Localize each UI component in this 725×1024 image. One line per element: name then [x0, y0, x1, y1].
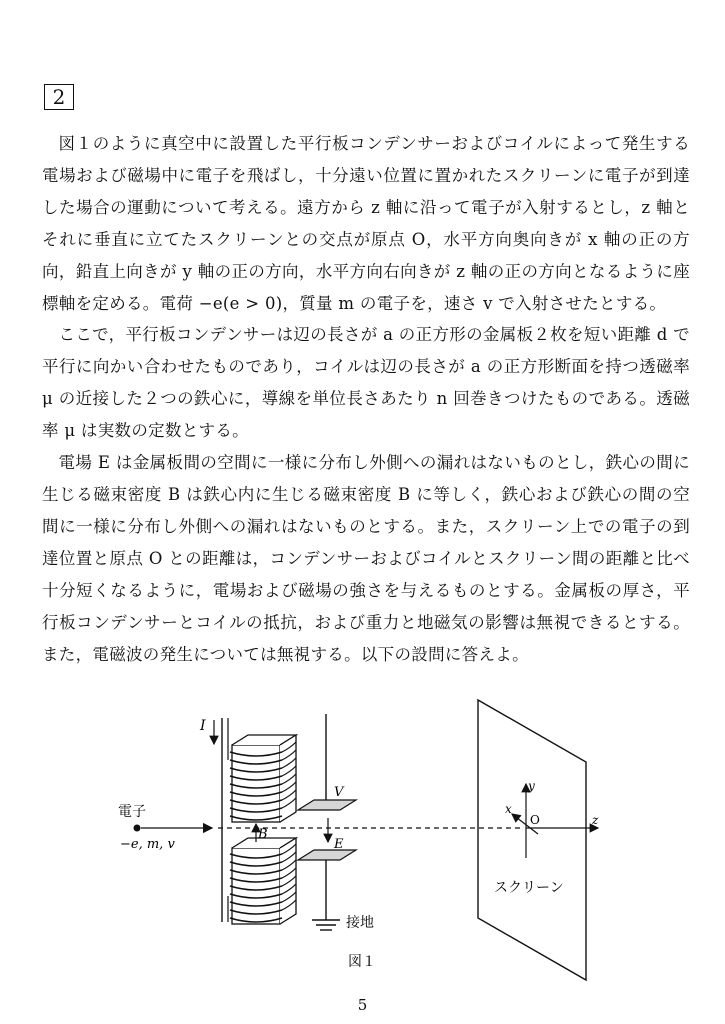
ground-label: 接地	[346, 915, 374, 931]
magnetic-field-label: B	[258, 827, 268, 842]
page-number: 5	[357, 996, 368, 1014]
question-number: 2	[52, 85, 66, 109]
figure-1	[0, 690, 725, 990]
question-number-box	[44, 84, 74, 110]
upper-coil	[230, 735, 296, 822]
screen	[478, 700, 586, 980]
paragraph-1: 図１のように真空中に設置した平行板コンデンサーおよびコイルによって発生する電場および磁場中に電子を飛ばし，十分遠い位置に置かれたスクリーンに電子が到達した場合の運動について考える。遠方から z 軸に沿って電子が入射するとし，z 軸とそれに垂直に立てたスクリーンとの交点が原点 O，水平方向奥向きが x 軸の正の方向，鉛直上向きが y 軸の正の方向，水平方向右向きが z 軸の正の方向となるように座標軸を定める。電荷 −e(e > 0)，質量 m の電子を，速さ v で入射させたとする。	[42, 134, 690, 313]
paragraph-2: ここで，平行板コンデンサーは辺の長さが a の正方形の金属板２枚を短い距離 d で平行に向かい合わせたものであり，コイルは辺の長さが a の正方形断面を持つ透磁率 μ の近接した２つの鉄心に，導線を単位長さあたり n 回巻きつけたものである。透磁率 μ は実数の定数とする。	[42, 325, 690, 441]
upper-plate	[298, 800, 356, 810]
x-axis-label: x	[505, 802, 512, 816]
electric-field-label: E	[334, 837, 344, 852]
electron-label: 電子	[118, 804, 146, 820]
paragraph-3: 電場 E は金属板間の空間に一様に分布し外側への漏れはないものとし，鉄心の間に生じる磁束密度 B は鉄心内に生じる磁束密度 B に等しく，鉄心および鉄心の間の空間に一様に分布し外側への漏れはないものとする。また，スクリーン上での電子の到達位置と原点 O との距離は，コンデンサーおよびコイルとスクリーン間の距離と比べ十分短くなるように，電場および磁場の強さを与えるものとする。金属板の厚さ，平行板コンデンサーとコイルの抵抗，および重力と地磁気の影響は無視できるとする。また，電磁波の発生については無視する。以下の設問に答えよ。	[42, 453, 690, 664]
current-label: I	[200, 718, 206, 734]
problem-statement	[42, 128, 690, 670]
origin-label: O	[530, 813, 540, 827]
z-axis-label: z	[592, 813, 599, 827]
electron-dot	[134, 825, 141, 832]
y-axis-label: y	[528, 779, 535, 793]
ground-symbol	[312, 920, 340, 930]
lower-plate	[298, 850, 356, 860]
screen-label: スクリーン	[494, 880, 564, 896]
figure-caption: 図１	[348, 954, 376, 970]
voltage-label: V	[334, 785, 344, 800]
electron-params-label: −e, m, v	[120, 837, 175, 852]
lower-coil	[230, 838, 296, 924]
figure-1-diagram	[0, 690, 725, 990]
